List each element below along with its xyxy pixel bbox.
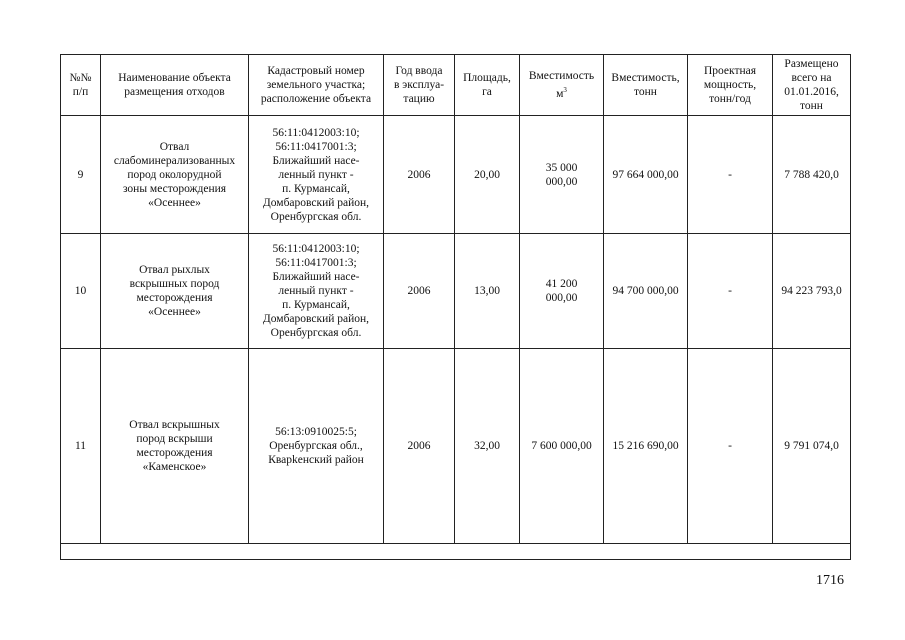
empty-table-row (61, 544, 851, 560)
cell-area: 32,00 (455, 349, 520, 544)
cell-capacity-tons: 15 216 690,00 (604, 349, 688, 544)
cell-area: 13,00 (455, 234, 520, 349)
cell-cadastral-number: 56:13:0910025:5; Оренбургская обл., Кварkенский район (249, 349, 384, 544)
cell-commission-year: 2006 (384, 234, 455, 349)
header-capacity-m3-superscript: 3 (563, 86, 567, 95)
cell-area: 20,00 (455, 116, 520, 234)
header-number: №№ п/п (61, 55, 101, 116)
cell-capacity-m3: 41 200 000,00 (520, 234, 604, 349)
cell-number: 11 (61, 349, 101, 544)
cell-design-capacity: - (688, 234, 773, 349)
cell-placed-total: 7 788 420,0 (773, 116, 851, 234)
empty-cell (61, 544, 851, 560)
cell-commission-year: 2006 (384, 116, 455, 234)
header-capacity-tons: Вместимость, тонн (604, 55, 688, 116)
cell-capacity-m3: 7 600 000,00 (520, 349, 604, 544)
cell-commission-year: 2006 (384, 349, 455, 544)
cell-capacity-tons: 94 700 000,00 (604, 234, 688, 349)
cell-capacity-m3: 35 000 000,00 (520, 116, 604, 234)
table-row (61, 116, 851, 234)
header-placed-total: Размещено всего на 01.01.2016, тонн (773, 55, 851, 116)
header-capacity-m3-text: Вместимость м (528, 70, 595, 100)
waste-objects-table (60, 54, 851, 560)
header-commission-year: Год ввода в эксплуа- тацию (384, 55, 455, 116)
header-area: Площадь, га (455, 55, 520, 116)
header-cadastral-number: Кадастровый номер земельного участка; расположение объекта (249, 55, 384, 116)
header-design-capacity: Проектная мощность, тонн/год (688, 55, 773, 116)
cell-cadastral-number: 56:11:0412003:10; 56:11:0417001:3; Ближайший насе- ленный пункт - п. Курмансай, Домбаровский район, Оренбургская обл. (249, 234, 384, 349)
table-row (61, 349, 851, 544)
cell-number: 9 (61, 116, 101, 234)
header-capacity-m3 (520, 55, 604, 116)
cell-design-capacity: - (688, 349, 773, 544)
cell-placed-total: 9 791 074,0 (773, 349, 851, 544)
cell-object-name: Отвал слабоминерализованных пород околорудной зоны месторождения «Осеннее» (101, 116, 249, 234)
cell-capacity-tons: 97 664 000,00 (604, 116, 688, 234)
table-row (61, 234, 851, 349)
page-number: 1716 (816, 573, 844, 588)
cell-cadastral-number: 56:11:0412003:10; 56:11:0417001:3; Ближайший насе- ленный пункт - п. Курмансай, Домбаровский район, Оренбургская обл. (249, 116, 384, 234)
table-header-row (61, 55, 851, 116)
header-object-name: Наименование объекта размещения отходов (101, 55, 249, 116)
cell-placed-total: 94 223 793,0 (773, 234, 851, 349)
cell-design-capacity: - (688, 116, 773, 234)
cell-number: 10 (61, 234, 101, 349)
cell-object-name: Отвал вскрышных пород вскрыши месторождения «Каменское» (101, 349, 249, 544)
cell-object-name: Отвал рыхлых вскрышных пород месторождения «Осеннее» (101, 234, 249, 349)
